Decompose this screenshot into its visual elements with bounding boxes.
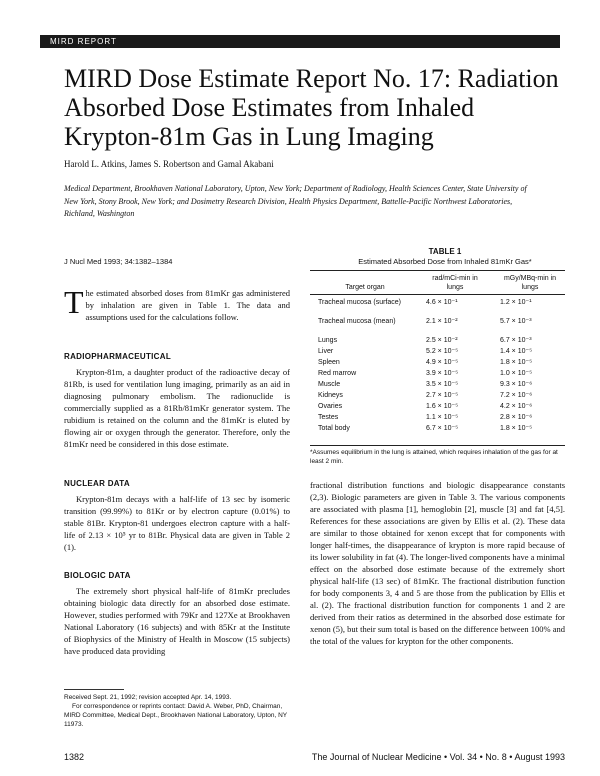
cell-rad-value: 2.5 × 10⁻² [426,337,458,344]
cell-target-organ: Tracheal mucosa (surface) [318,299,401,306]
cell-mgy-value: 5.7 × 10⁻³ [500,318,532,325]
table-number: TABLE 1 [428,247,462,256]
table-header-rule [310,294,565,295]
cell-mgy-value: 1.2 × 10⁻¹ [500,299,532,306]
correspondence-note: For correspondence or reprints contact: David A. Weber, PhD, Chairman, MIRD Committee, Medical Dept., Brookhaven National Laboratory, Upton, NY 11973. [64,703,288,728]
cell-rad-value: 4.9 × 10⁻⁵ [426,359,459,366]
cell-target-organ: Spleen [318,359,340,366]
heading-nuclear-data: NUCLEAR DATA [64,479,130,488]
right-column [310,479,565,647]
cell-target-organ: Muscle [318,381,341,388]
cell-target-organ: Liver [318,348,334,355]
journal-citation: J Nucl Med 1993; 34:1382–1384 [64,257,173,266]
col-header-mgy: mGy/MBq-min in lungs [503,275,557,291]
cell-mgy-value: 1.8 × 10⁻⁵ [500,359,533,366]
table-caption: Estimated Absorbed Dose from Inhaled 81mKr Gas* [358,257,532,266]
cell-target-organ: Total body [318,425,350,432]
article-title: MIRD Dose Estimate Report No. 17: Radiation Absorbed Dose Estimates from Inhaled Krypton-81m Gas in Lung Imaging [64,64,559,151]
cell-rad-value: 5.2 × 10⁻⁵ [426,348,459,355]
biologic-text: The extremely short physical half-life of 81mKr precludes obtaining biologic data directly for an absorbed dose estimate. However, studies performed with 79Kr and 127Xe at Brookhaven National Laboratory (16 subjects) and with 85Kr at the Institute of Biophysics of the Ministry of Health in Moscow (15 subjects) have produced data providing [64,586,290,656]
cell-rad-value: 3.9 × 10⁻⁵ [426,370,459,377]
cell-rad-value: 6.7 × 10⁻⁵ [426,425,459,432]
report-banner: MIRD REPORT [40,35,560,48]
nuclear-paragraph [64,493,290,553]
heading-radiopharmaceutical: RADIOPHARMACEUTICAL [64,352,172,361]
cell-rad-value: 2.1 × 10⁻² [426,318,458,325]
radiopharm-text: Krypton-81m, a daughter product of the radioactive decay of 81Rb, is used for ventilation lung imaging, primarily as an aid in diagnosing pulmonary embolism. The radionuclide is commercially supplied as a 81Rb/81mKr generator system. The rubidium is retained on the column and the 81mKr is eluted by flowing air or oxygen through the generator. Therefore, only the 81mKr need be considered in this dose estimate. [64,367,290,449]
col-header-target-organ: Target organ [345,284,385,291]
journal-footer: The Journal of Nuclear Medicine • Vol. 34 • No. 8 • August 1993 [311,752,565,762]
cell-mgy-value: 1.8 × 10⁻⁵ [500,425,533,432]
cell-target-organ: Tracheal mucosa (mean) [318,318,396,325]
col-header-rad: rad/mCi-min in lungs [432,275,478,291]
footnote-rule [64,689,124,690]
table-footnote: *Assumes equilibrium in the lung is attained, which requires inhalation of the gas for at least 2 min. [310,449,558,465]
cell-rad-value: 3.5 × 10⁻⁵ [426,381,459,388]
received-note: Received Sept. 21, 1992; revision accepted Apr. 14, 1993. [64,694,232,701]
cell-rad-value: 2.7 × 10⁻⁵ [426,392,459,399]
cell-mgy-value: 6.7 × 10⁻³ [500,337,532,344]
drop-cap: T [64,284,84,320]
footnotes [64,693,290,729]
table-bottom-rule [310,445,565,446]
cell-mgy-value: 2.8 × 10⁻⁶ [500,414,533,421]
cell-target-organ: Lungs [318,337,338,344]
cell-mgy-value: 1.0 × 10⁻⁵ [500,370,533,377]
heading-biologic-data: BIOLOGIC DATA [64,571,131,580]
cell-rad-value: 4.6 × 10⁻¹ [426,299,458,306]
page-number: 1382 [64,752,85,762]
nuclear-text: Krypton-81m decays with a half-life of 13 sec by isomeric transition (99.99%) to 81Kr or by electron capture (0.01%) to stable 81Br. Krypton-81 undergoes electron capture with a half-life of 2.13 × 10⁵ yr to 81Br. Physical data are given in Table 2 (1). [64,494,290,552]
cell-rad-value: 1.1 × 10⁻⁵ [426,414,459,421]
affiliations: Medical Department, Brookhaven National Laboratory, Upton, New York; Department of Radiology, Health Sciences Center, State University of New York, Stony Brook, New York; and Dosimetry Research Division, Health Physics Department, Battelle-Pacific Northwest Laboratories, Richland, Washington [64,184,527,218]
intro-paragraph [64,284,290,323]
cell-mgy-value: 4.2 × 10⁻⁶ [500,403,533,410]
cell-rad-value: 1.6 × 10⁻⁵ [426,403,459,410]
right-column-text: fractional distribution functions and biologic disappearance constants (2,3). Biologic parameters are given in Table 3. The various components are associated with plasma [1], hemoglobin [2], muscle [3] and fat [4,5]. References for these associations are given by Ellis et al. (2). These data are similar to those obtained for xenon except that for components with longer half-times, the disappearance of krypton is more rapid because of its lower solubility in fat (4). The longer-lived components have a minimal effect on the absorbed dose estimate because of the extremely short physical half-life (13 sec) of 81mKr. The fractional distribution function for body components 3, 4 and 5 are those from the publication by Ellis et al. (2). The fractional distribution function for components 1 and 2 are derived from their ratios as determined in the absorbed dose estimate for xenon (5), but their sum total is based on the difference between 100% and the total of the values for krypton for the other components. [310,480,565,646]
cell-target-organ: Kidneys [318,392,343,399]
cell-target-organ: Red marrow [318,370,357,377]
cell-target-organ: Testes [318,414,339,421]
cell-mgy-value: 1.4 × 10⁻⁵ [500,348,533,355]
cell-mgy-value: 7.2 × 10⁻⁶ [500,392,533,399]
left-column [64,284,290,323]
table-top-rule [310,270,565,271]
cell-target-organ: Ovaries [318,403,343,410]
intro-text: he estimated absorbed doses from 81mKr gas administered by inhalation are given in Table 1. The data and assumptions used for the calculations follow. [85,288,290,322]
radiopharm-paragraph [64,366,290,450]
biologic-paragraph [64,585,290,657]
author-list: Harold L. Atkins, James S. Robertson and Gamal Akabani [64,159,274,169]
cell-mgy-value: 9.3 × 10⁻⁶ [500,381,533,388]
